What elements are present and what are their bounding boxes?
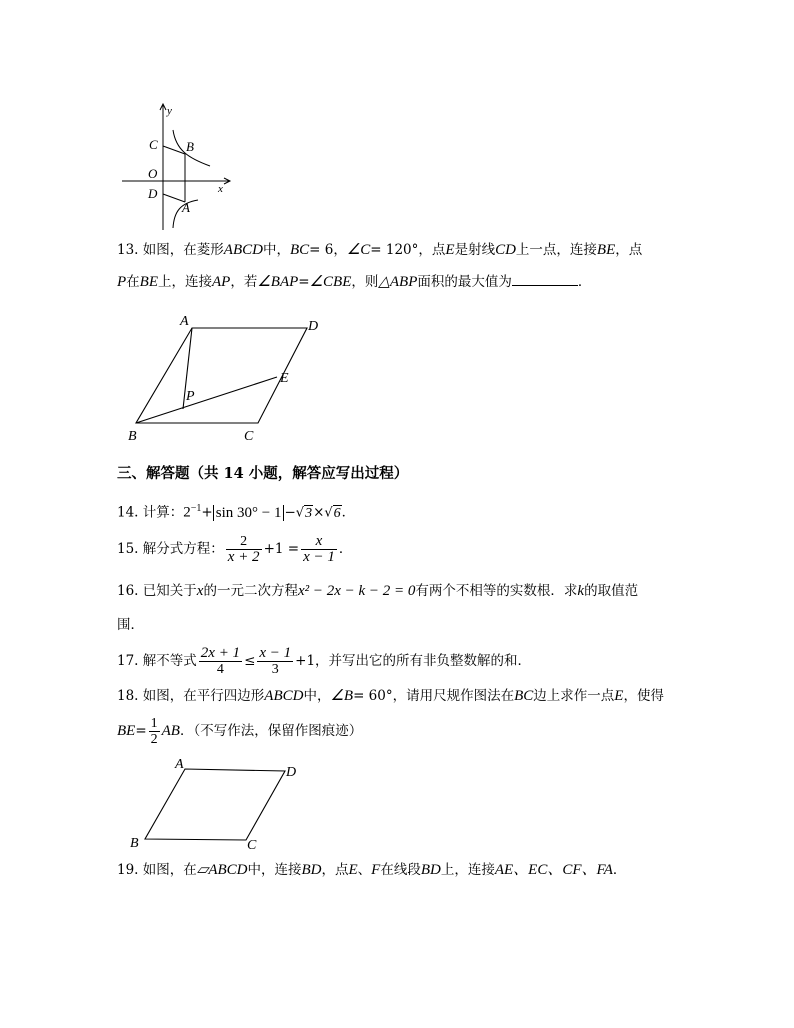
figure-hyperbola <box>118 100 248 232</box>
q15: 15. 解分式方程： $\frac{2}{x + 2}$ +1 = $\frac{x}{x - 1}$ ． <box>117 533 353 565</box>
label-a: A <box>175 757 184 772</box>
answer-blank <box>512 271 578 286</box>
label-y: y <box>167 105 172 117</box>
q14: 14. 计算：$2^{-1}+ \sin 30^\circ - 1 -√3\times√6$． <box>117 503 356 521</box>
fraction: $\frac{2x + 1}{4}$ <box>200 645 241 677</box>
question-number: 16. <box>117 583 139 599</box>
question-number: 17. <box>117 653 139 669</box>
label-a: A <box>182 200 190 215</box>
label-b: B <box>186 139 194 154</box>
label-x: x <box>218 183 223 195</box>
label-c: C <box>244 429 254 444</box>
label-b: B <box>130 836 139 851</box>
parallelogram-abcd <box>145 769 285 840</box>
label-a: A <box>180 314 189 329</box>
fraction: $\frac{x}{x - 1}$ <box>303 533 335 565</box>
q13-line1: 13. 如图，在菱形ABCD中，BC= 6，∠C= 120°，点E是射线CD上一点，连接BE，点 <box>117 242 643 258</box>
figure-parallelogram <box>125 757 310 853</box>
question-number: 15. <box>117 541 139 557</box>
q13-line2: P在BE上，连接AP，若∠BAP=∠CBE，则△ABP面积的最大值为 ． <box>117 271 591 292</box>
label-p: P <box>186 389 195 404</box>
q19: 19. 如图，在▱ABCD中，连接BD，点E、F在线段BD上，连接AE、EC、CF、FA． <box>117 862 627 878</box>
label-d: D <box>148 186 158 201</box>
question-number: 18. <box>117 688 139 704</box>
label-c: C <box>149 137 158 152</box>
fraction: $\frac{1}{2}$ <box>150 716 158 747</box>
q17: 17. 解不等式 $\frac{2x + 1}{4}$ ≤ $\frac{x - 1}{3}$ +1，并写出它的所有非负整数解的和． <box>117 645 532 677</box>
label-b: B <box>128 429 137 444</box>
question-number: 14. <box>117 504 139 521</box>
segment-be <box>136 377 277 423</box>
fraction: $\frac{x - 1}{3}$ <box>259 645 292 677</box>
q18-line2: BE= $\frac{1}{2}$ AB．（不写作法，保留作图痕迹） <box>117 716 363 747</box>
q16-line2: 围． <box>117 617 144 633</box>
question-number: 19. <box>117 862 139 878</box>
label-d: D <box>286 765 297 780</box>
label-d: D <box>308 319 319 334</box>
label-c: C <box>247 838 257 853</box>
figure-rhombus <box>120 312 335 447</box>
question-number: 13. <box>117 242 139 258</box>
fraction: $\frac{2}{x + 2}$ <box>227 534 260 565</box>
q16-line1: 16. 已知关于x的一元二次方程x² − 2x − k − 2 = 0有两个不相等的实数根．求k的取值范 <box>117 583 639 599</box>
label-o: O <box>148 166 158 181</box>
q18-line1: 18. 如图，在平行四边形ABCD中，∠B= 60°，请用尺规作图法在BC边上求作一点E，使得 <box>117 688 664 704</box>
label-e: E <box>280 371 289 386</box>
section-heading: 三、解答题（共 14 小题，解答应写出过程） <box>117 465 409 482</box>
